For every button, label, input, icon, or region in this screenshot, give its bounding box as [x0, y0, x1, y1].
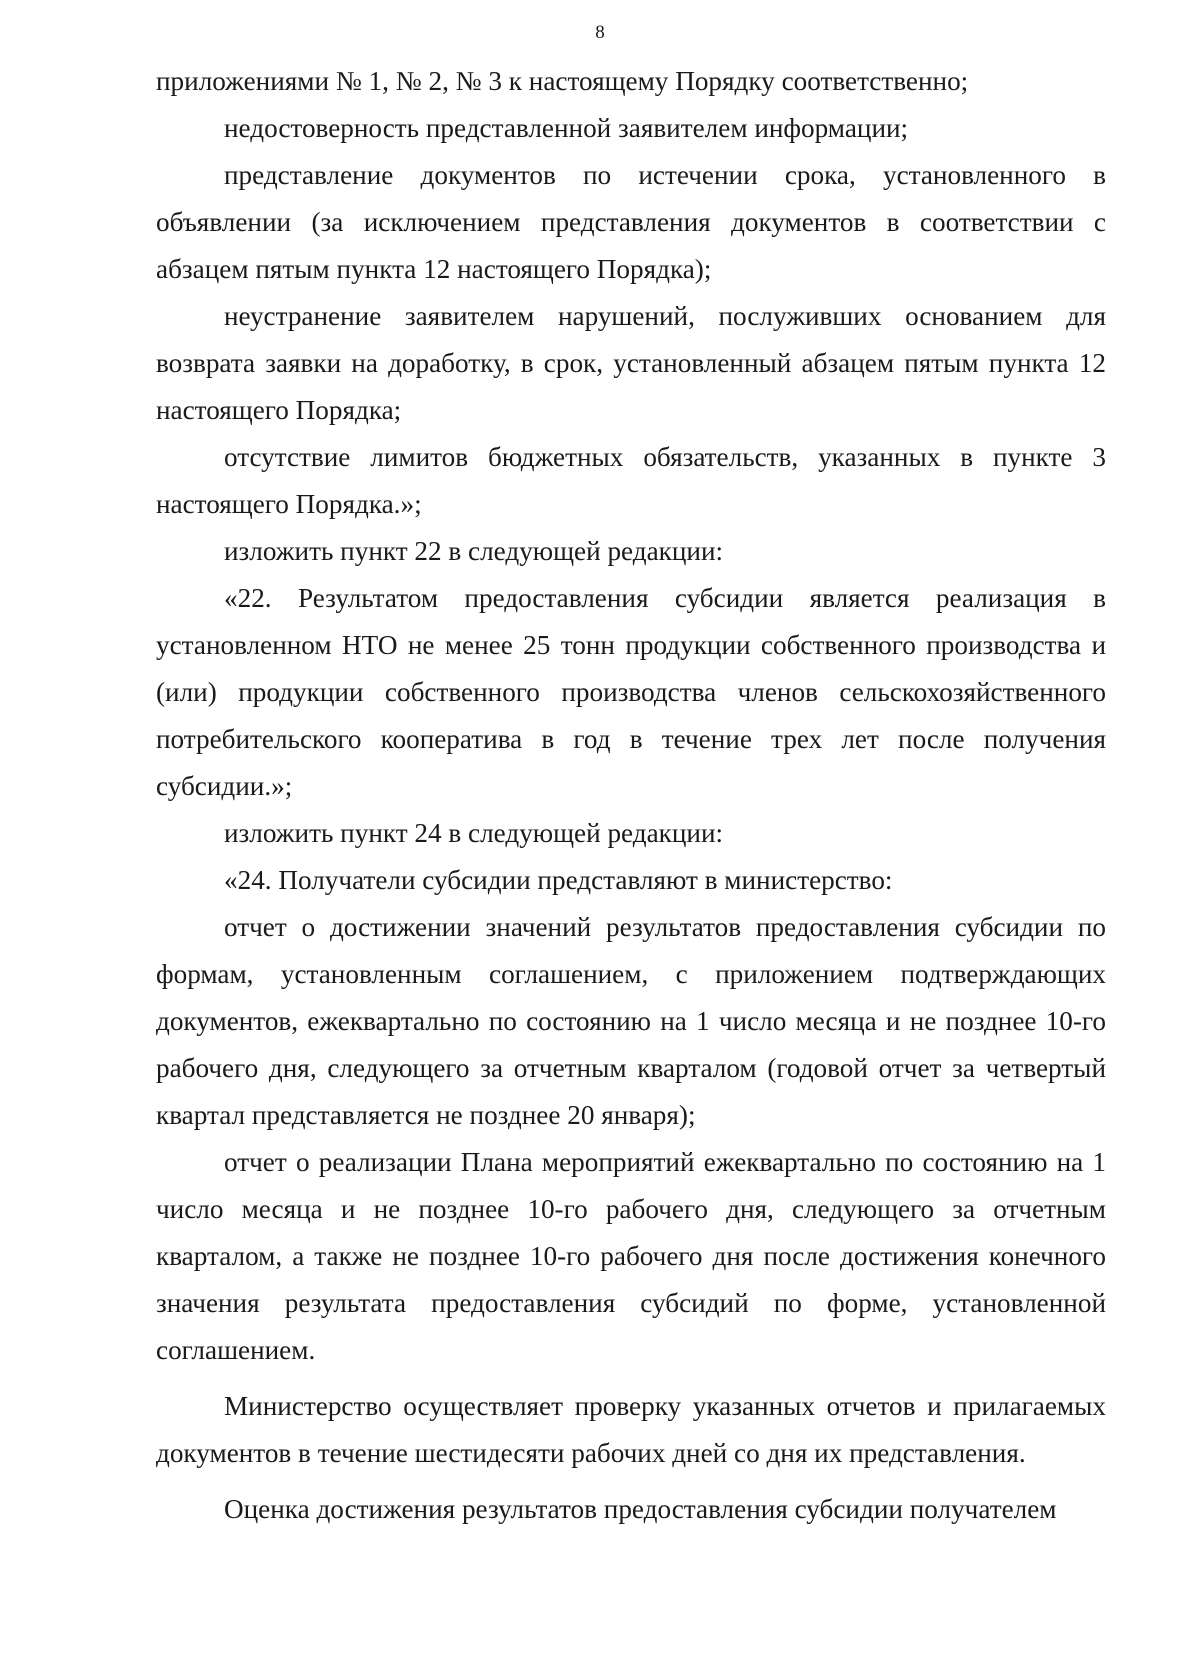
paragraph-amend-point-24: изложить пункт 24 в следующей редакции: — [224, 818, 724, 848]
paragraph-results-report: отчет о достижении значений результатов предоставления субсидии по формам, установленным соглашением, с приложением подтверждающих документов, ежеквартально по состоянию на 1 число месяца и не позднее 10-го рабочего дня, следующего за отчетным кварталом (годовой отчет за четвертый квартал представляется не позднее 20 января); — [156, 912, 1106, 1130]
paragraph-unreliable-info: недостоверность представленной заявителем информации; — [224, 113, 909, 143]
paragraph-evaluation: Оценка достижения результатов предоставления субсидии получателем — [224, 1494, 1057, 1524]
document-body — [156, 58, 1106, 1533]
paragraph-ministry-check: Министерство осуществляет проверку указанных отчетов и прилагаемых документов в течение шестидесяти рабочих дней со дня их представления. — [156, 1391, 1106, 1468]
page-number: 8 — [595, 22, 605, 43]
paragraph-point-22-text: «22. Результатом предоставления субсидии является реализация в установленном НТО не менее 25 тонн продукции собственного производства и (или) продукции собственного производства членов сельскохозяйственного потребительского кооператива в год в течение трех лет после получения субсидии.»; — [156, 583, 1106, 801]
paragraph-late-submission: представление документов по истечении срока, установленного в объявлении (за исключением представления документов в соответствии с абзацем пятым пункта 12 настоящего Порядка); — [156, 160, 1106, 284]
paragraph-amend-point-22: изложить пункт 22 в следующей редакции: — [224, 536, 724, 566]
paragraph-uncorrected-violations: неустранение заявителем нарушений, послуживших основанием для возврата заявки на доработку, в срок, установленный абзацем пятым пункта 12 настоящего Порядка; — [156, 301, 1106, 425]
paragraph-point-24-intro: «24. Получатели субсидии представляют в министерство: — [224, 865, 893, 895]
paragraph-appendices: приложениями № 1, № 2, № 3 к настоящему Порядку соответственно; — [156, 66, 969, 96]
paragraph-no-budget-limits: отсутствие лимитов бюджетных обязательств, указанных в пункте 3 настоящего Порядка.»; — [156, 442, 1106, 519]
paragraph-plan-report: отчет о реализации Плана мероприятий ежеквартально по состоянию на 1 число месяца и не позднее 10-го рабочего дня, следующего за отчетным кварталом, а также не позднее 10-го рабочего дня после достижения конечного значения результата предоставления субсидий по форме, установленной соглашением. — [156, 1147, 1106, 1365]
